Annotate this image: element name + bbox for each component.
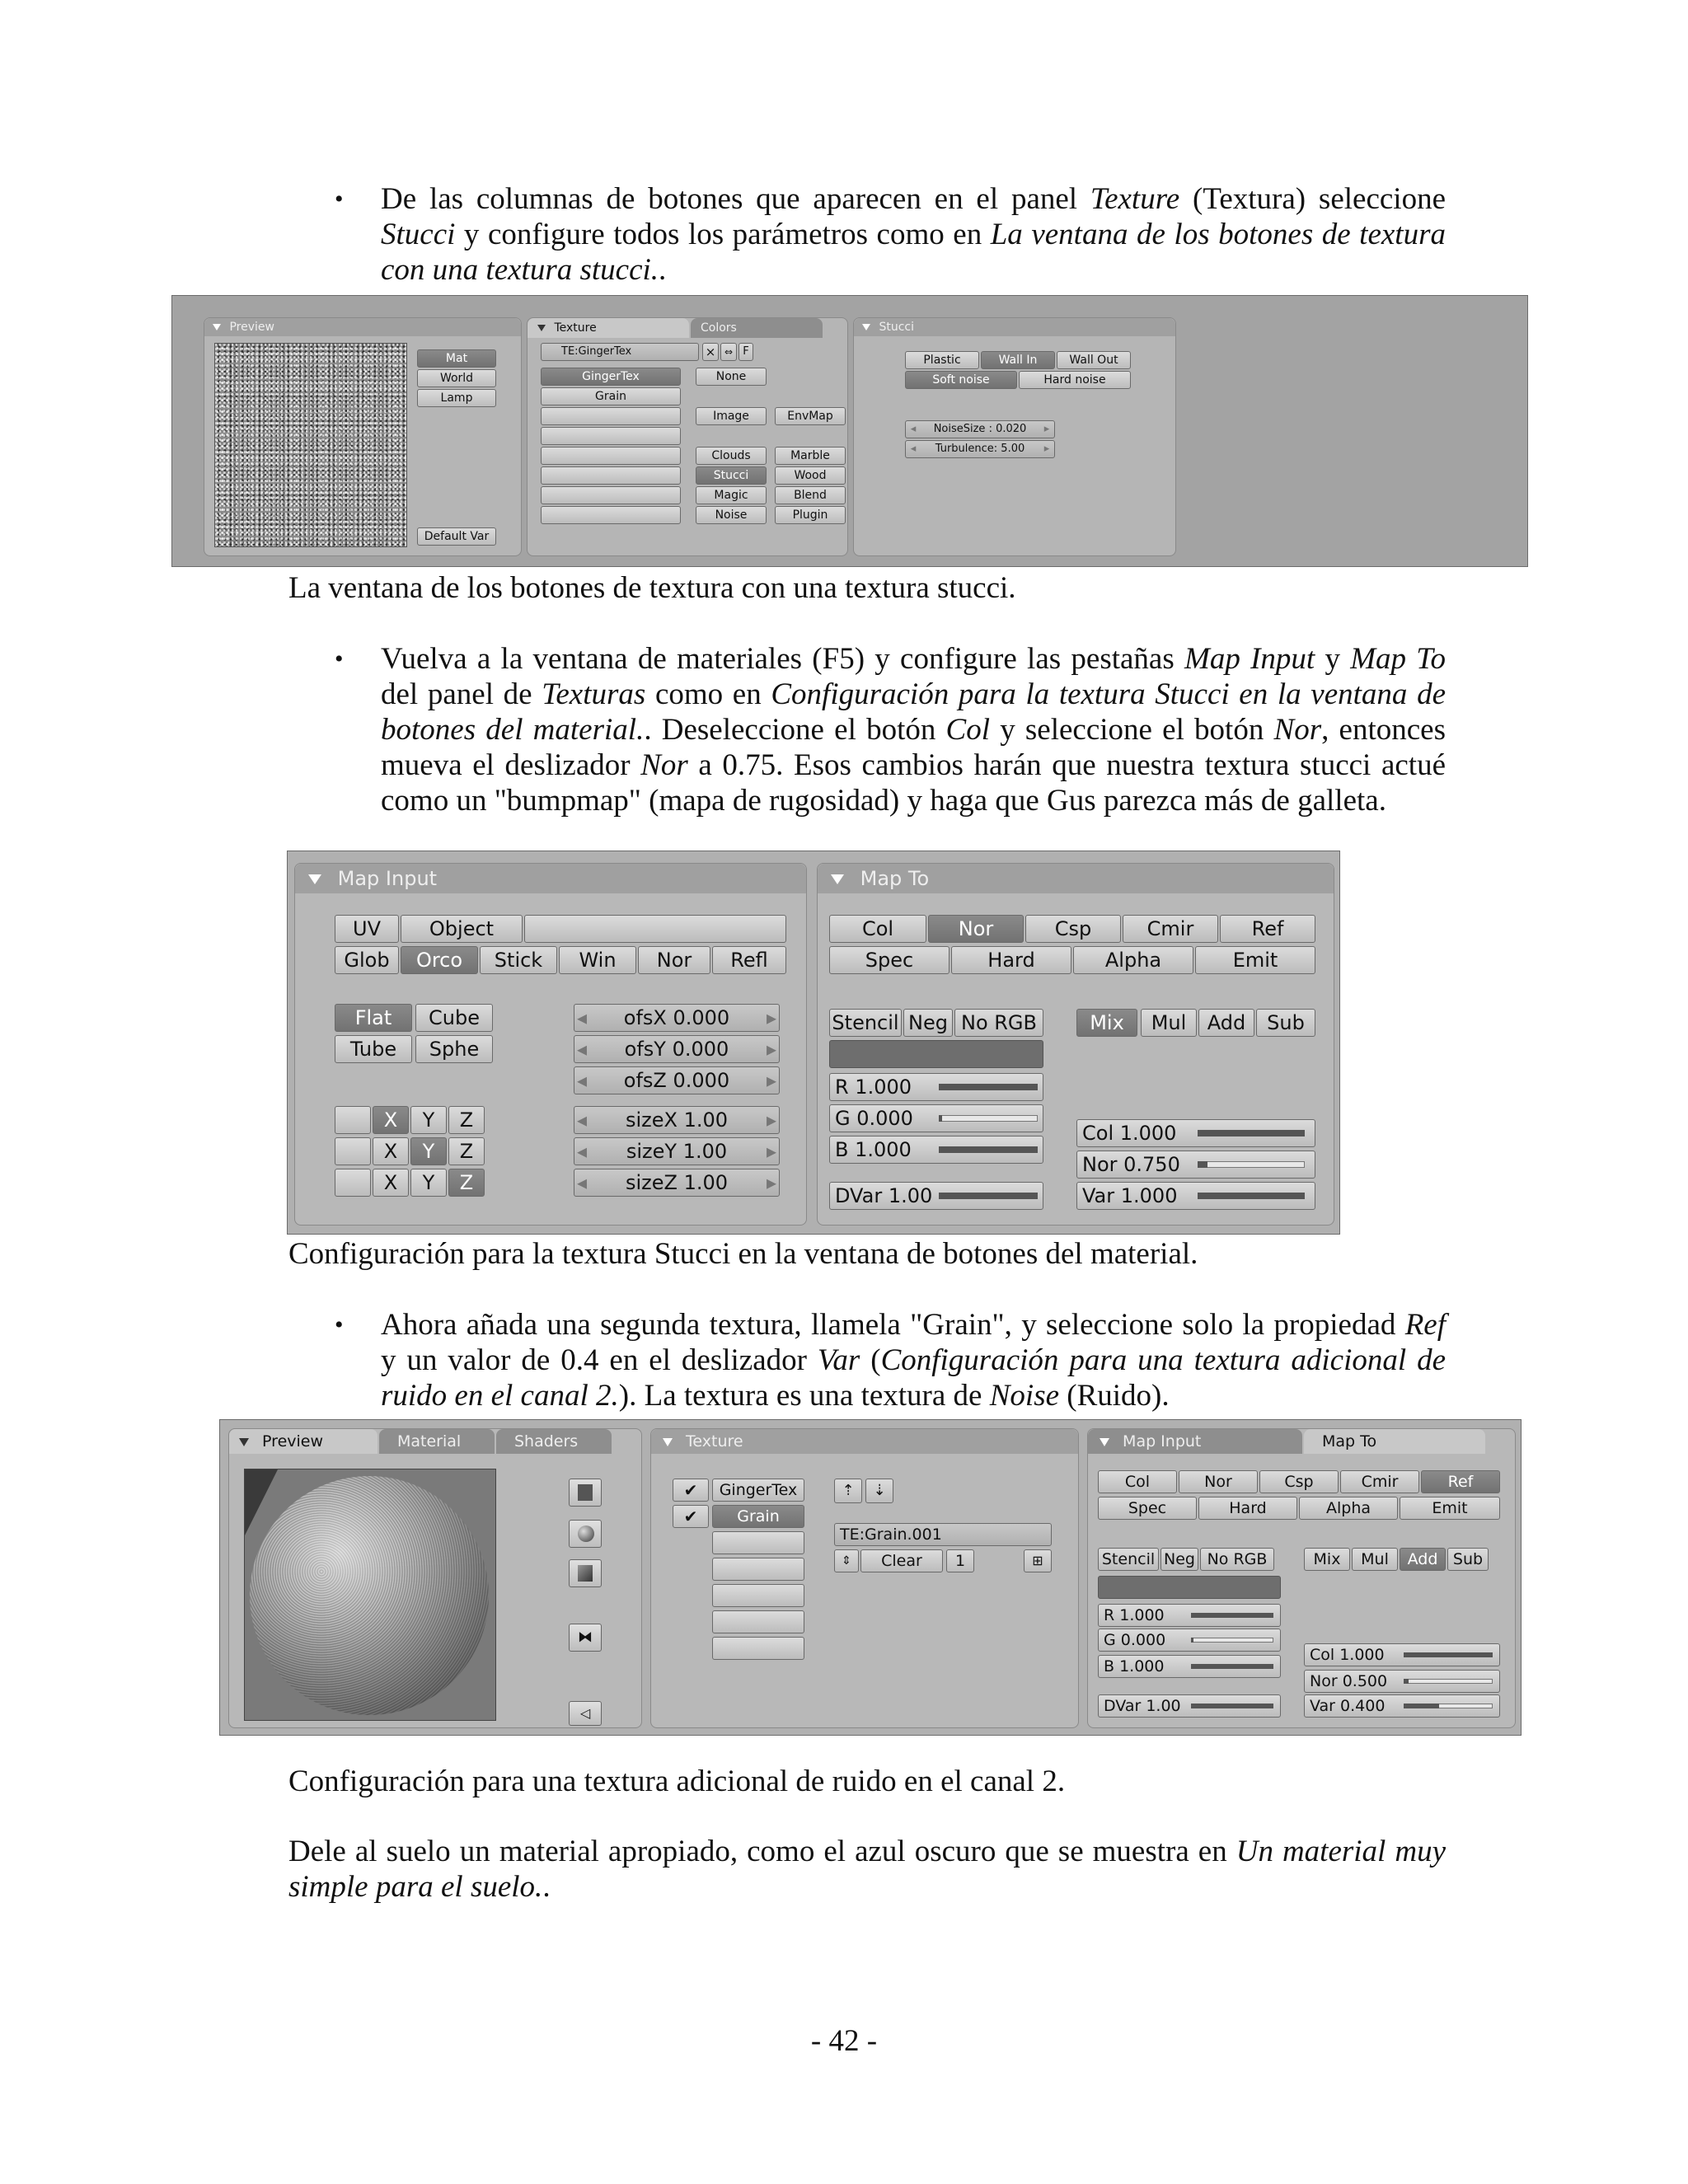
material-preview-image bbox=[244, 1469, 496, 1721]
decrement-arrow-icon[interactable]: ◂ bbox=[576, 1069, 588, 1092]
type-blend-button[interactable]: Blend bbox=[775, 486, 846, 504]
wall-in-button[interactable]: Wall In bbox=[981, 351, 1055, 369]
no-rgb-button[interactable]: No RGB bbox=[1200, 1548, 1274, 1571]
text: y seleccione el botón bbox=[990, 713, 1274, 747]
text: Ahora añada una segunda textura, llamela "Grain", y seleccione solo la propiedad bbox=[381, 1308, 1405, 1342]
channel-slot[interactable] bbox=[541, 506, 681, 524]
neg-button[interactable]: Neg bbox=[903, 1009, 953, 1037]
slider-label: R 1.000 bbox=[835, 1076, 912, 1099]
channel-slot[interactable] bbox=[712, 1637, 804, 1660]
collapse-triangle-icon[interactable] bbox=[663, 1438, 673, 1446]
text: . bbox=[659, 253, 667, 287]
type-marble-button[interactable]: Marble bbox=[775, 447, 846, 465]
stencil-button[interactable]: Stencil bbox=[1098, 1548, 1159, 1571]
win-button[interactable]: Win bbox=[559, 946, 636, 974]
field-label: sizeZ 1.00 bbox=[625, 1171, 729, 1194]
italic-text: Var bbox=[817, 1343, 860, 1377]
object-button[interactable]: Object bbox=[401, 915, 523, 943]
add-button[interactable]: Add bbox=[1400, 1548, 1446, 1571]
browse-icon[interactable]: ⇕ bbox=[834, 1549, 859, 1572]
text: (Textura) seleccione bbox=[1179, 182, 1446, 216]
sub-button[interactable]: Sub bbox=[1256, 1009, 1315, 1037]
italic-text: Configuración para la textura Stucci en la ventana de botones del material. bbox=[381, 677, 1446, 747]
hard-button[interactable]: Hard bbox=[1198, 1497, 1297, 1520]
slider-label: G 0.000 bbox=[1104, 1631, 1166, 1649]
slider-track bbox=[1198, 1161, 1305, 1168]
axis-z-button[interactable]: Z bbox=[448, 1137, 485, 1165]
slider-track bbox=[1191, 1638, 1273, 1643]
panel-header[interactable] bbox=[204, 318, 521, 336]
increment-arrow-icon[interactable]: ▸ bbox=[766, 1108, 777, 1132]
axis-none-button[interactable] bbox=[335, 1137, 371, 1165]
increment-arrow-icon[interactable]: ▸ bbox=[1043, 423, 1050, 435]
text: y un valor de 0.4 en el deslizador bbox=[381, 1343, 818, 1377]
caption-2: Configuración para la textura Stucci en la ventana de botones del material. bbox=[288, 1237, 1198, 1271]
field-label: sizeX 1.00 bbox=[625, 1108, 729, 1132]
slider-fill bbox=[939, 1084, 1038, 1090]
col-button[interactable]: Col bbox=[1098, 1470, 1177, 1493]
noise-size-field[interactable] bbox=[905, 420, 1055, 438]
mix-button[interactable]: Mix bbox=[1304, 1548, 1350, 1571]
color-swatch[interactable] bbox=[829, 1040, 1043, 1068]
cube-button[interactable]: Cube bbox=[415, 1004, 493, 1032]
text: . bbox=[542, 1870, 551, 1904]
increment-arrow-icon[interactable]: ▸ bbox=[766, 1171, 777, 1194]
channel-slot[interactable] bbox=[712, 1584, 804, 1607]
field-label: ofsX 0.000 bbox=[623, 1006, 730, 1029]
background-preview-icon[interactable]: ⧓ bbox=[569, 1624, 602, 1652]
bullet-paragraph-3 bbox=[335, 1307, 1446, 1413]
axis-none-button[interactable] bbox=[335, 1106, 371, 1134]
decrement-arrow-icon[interactable]: ◂ bbox=[910, 443, 917, 455]
size-x-field[interactable] bbox=[574, 1106, 780, 1134]
decrement-arrow-icon[interactable]: ◂ bbox=[576, 1108, 588, 1132]
copy-up-icon[interactable]: ⇡ bbox=[834, 1479, 862, 1503]
unlink-x-icon[interactable]: × bbox=[702, 343, 719, 361]
ofs-y-field[interactable] bbox=[574, 1035, 780, 1063]
channel-slot[interactable]: Grain bbox=[712, 1505, 804, 1528]
axis-x-button[interactable]: X bbox=[373, 1137, 409, 1165]
dvar-slider[interactable] bbox=[829, 1182, 1043, 1210]
italic-text: Ref bbox=[1404, 1308, 1446, 1342]
panel-title: Preview bbox=[229, 321, 274, 334]
bullet-dot: • bbox=[335, 1311, 344, 1338]
decrement-arrow-icon[interactable]: ◂ bbox=[576, 1171, 588, 1194]
field-label: ofsY 0.000 bbox=[624, 1038, 729, 1061]
sphe-button[interactable]: Sphe bbox=[415, 1035, 493, 1063]
paste-down-icon[interactable]: ⇣ bbox=[865, 1479, 893, 1503]
nor-button[interactable]: Nor bbox=[928, 915, 1024, 943]
size-y-field[interactable] bbox=[574, 1137, 780, 1165]
slider-label: Nor 0.500 bbox=[1310, 1672, 1388, 1690]
panel-header[interactable] bbox=[854, 318, 1175, 336]
size-z-field[interactable] bbox=[574, 1169, 780, 1197]
type-magic-button[interactable]: Magic bbox=[696, 486, 767, 504]
col-slider[interactable] bbox=[1076, 1119, 1315, 1147]
channel-checkbox[interactable]: ✔ bbox=[673, 1505, 709, 1528]
bullet-paragraph-2 bbox=[335, 641, 1446, 818]
channel-slot[interactable]: Grain bbox=[541, 387, 681, 405]
increment-arrow-icon[interactable]: ▸ bbox=[766, 1038, 777, 1061]
type-none-button[interactable]: None bbox=[696, 368, 767, 386]
hard-noise-button[interactable]: Hard noise bbox=[1019, 371, 1131, 389]
decrement-arrow-icon[interactable]: ◂ bbox=[910, 423, 917, 435]
texture-name-field[interactable]: TE:Grain.001 bbox=[834, 1523, 1052, 1546]
world-button[interactable]: World bbox=[417, 369, 496, 387]
text: como en bbox=[645, 677, 771, 711]
sphere-preview-icon[interactable] bbox=[569, 1520, 602, 1548]
var-slider[interactable] bbox=[1076, 1182, 1315, 1210]
default-var-button[interactable]: Default Var bbox=[417, 527, 496, 546]
slider-label: DVar 1.00 bbox=[835, 1184, 933, 1207]
mat-button[interactable]: Mat bbox=[417, 349, 496, 368]
italic-text: Texture bbox=[1090, 182, 1180, 216]
map-to-panel bbox=[1087, 1428, 1516, 1728]
slider-fill bbox=[939, 1193, 1038, 1199]
axis-z-button[interactable]: Z bbox=[448, 1106, 485, 1134]
slider-label: G 0.000 bbox=[835, 1107, 913, 1130]
type-stucci-button[interactable]: Stucci bbox=[696, 466, 767, 485]
collapse-triangle-icon[interactable] bbox=[831, 874, 844, 884]
glob-button[interactable]: Glob bbox=[335, 946, 399, 974]
axis-y-button[interactable]: Y bbox=[410, 1106, 447, 1134]
text: y configure todos los parámetros como en bbox=[455, 218, 991, 251]
nor-slider[interactable] bbox=[1304, 1670, 1500, 1693]
text: Vuelva a la ventana de materiales (F5) y configure las pestañas bbox=[381, 642, 1185, 676]
panel-title: Map To bbox=[860, 867, 930, 890]
type-noise-button[interactable]: Noise bbox=[696, 506, 767, 524]
field-label: Turbulence: 5.00 bbox=[935, 443, 1025, 455]
italic-text: Texturas bbox=[542, 677, 646, 711]
channel-slot[interactable]: GingerTex bbox=[712, 1479, 804, 1502]
mul-button[interactable]: Mul bbox=[1141, 1009, 1197, 1037]
add-button[interactable]: Add bbox=[1198, 1009, 1254, 1037]
browse-icon[interactable]: ⇔ bbox=[720, 343, 737, 361]
slider-fill bbox=[1404, 1704, 1439, 1708]
nor-button[interactable]: Nor bbox=[638, 946, 710, 974]
hard-button[interactable]: Hard bbox=[951, 946, 1071, 974]
uv-button[interactable]: UV bbox=[335, 915, 399, 943]
type-envmap-button[interactable]: EnvMap bbox=[775, 407, 846, 425]
field-label: NoiseSize : 0.020 bbox=[933, 423, 1027, 435]
caption-3: Configuración para una textura adicional de ruido en el canal 2. bbox=[288, 1765, 1066, 1798]
axis-x-button[interactable]: X bbox=[373, 1106, 409, 1134]
slider-label: Nor 0.750 bbox=[1082, 1153, 1180, 1176]
orco-button[interactable]: Orco bbox=[401, 946, 478, 974]
text: ). La textura es una textura de bbox=[618, 1379, 990, 1413]
increment-arrow-icon[interactable]: ▸ bbox=[1043, 443, 1050, 455]
panel-title: Map Input bbox=[337, 867, 438, 890]
tab-label: Texture bbox=[554, 321, 597, 335]
channel-slot[interactable] bbox=[712, 1610, 804, 1633]
slider-label: B 1.000 bbox=[835, 1138, 912, 1161]
tab-preview[interactable] bbox=[229, 1429, 377, 1454]
slider-fill bbox=[1198, 1193, 1305, 1199]
tab-label: Map Input bbox=[1123, 1432, 1202, 1451]
texture-buttons-screenshot bbox=[171, 295, 1528, 567]
alpha-button[interactable]: Alpha bbox=[1073, 946, 1193, 974]
collapse-triangle-icon[interactable] bbox=[862, 324, 870, 330]
tab-colors[interactable]: Colors bbox=[691, 318, 823, 338]
slider-fill bbox=[1191, 1638, 1193, 1643]
col-button[interactable]: Col bbox=[829, 915, 926, 943]
tab-shaders[interactable]: Shaders bbox=[496, 1429, 612, 1454]
nor-slider[interactable] bbox=[1076, 1151, 1315, 1179]
g-slider[interactable] bbox=[1098, 1629, 1281, 1652]
slider-fill bbox=[1191, 1613, 1273, 1618]
render-preview-icon[interactable]: ◁ bbox=[569, 1701, 602, 1726]
italic-text: Un material muy simple para el suelo. bbox=[288, 1835, 1446, 1904]
texture-preview-image bbox=[214, 343, 407, 547]
slider-fill bbox=[939, 1146, 1038, 1153]
nor-button[interactable]: Nor bbox=[1179, 1470, 1258, 1493]
increment-arrow-icon[interactable]: ▸ bbox=[766, 1140, 777, 1163]
italic-text: Nor bbox=[640, 748, 688, 782]
cmir-button[interactable]: Cmir bbox=[1123, 915, 1218, 943]
tab-texture[interactable] bbox=[528, 318, 689, 338]
panel-header[interactable] bbox=[818, 864, 1334, 893]
map-settings-screenshot bbox=[287, 851, 1340, 1235]
map-input-panel bbox=[294, 863, 807, 1226]
texture-panel bbox=[527, 317, 848, 556]
second-texture-screenshot bbox=[219, 1419, 1522, 1736]
italic-text: Noise bbox=[989, 1379, 1060, 1413]
csp-button[interactable]: Csp bbox=[1025, 915, 1121, 943]
csp-button[interactable]: Csp bbox=[1259, 1470, 1339, 1493]
slider-track bbox=[939, 1115, 1038, 1122]
increment-arrow-icon[interactable]: ▸ bbox=[766, 1006, 777, 1029]
type-clouds-button[interactable]: Clouds bbox=[696, 447, 767, 465]
channel-slot[interactable] bbox=[541, 447, 681, 465]
panel-title: Texture bbox=[686, 1432, 743, 1451]
slider-label: R 1.000 bbox=[1104, 1606, 1165, 1624]
italic-text: Stucci bbox=[381, 218, 456, 251]
collapse-triangle-icon[interactable] bbox=[308, 874, 321, 884]
tube-button[interactable]: Tube bbox=[335, 1035, 412, 1063]
alpha-button[interactable]: Alpha bbox=[1299, 1497, 1398, 1520]
tab-map-to[interactable]: Map To bbox=[1304, 1429, 1485, 1454]
text: , entonces mueva el deslizador bbox=[381, 713, 1446, 782]
wall-out-button[interactable]: Wall Out bbox=[1057, 351, 1131, 369]
type-wood-button[interactable]: Wood bbox=[775, 466, 846, 485]
plastic-button[interactable]: Plastic bbox=[905, 351, 979, 369]
no-rgb-button[interactable]: No RGB bbox=[954, 1009, 1043, 1037]
auto-name-icon[interactable]: ⊞ bbox=[1024, 1549, 1052, 1572]
fake-user-button[interactable]: F bbox=[738, 343, 753, 361]
slider-fill bbox=[1404, 1679, 1409, 1684]
axis-none-button[interactable] bbox=[335, 1169, 371, 1197]
panel-header[interactable] bbox=[295, 864, 806, 893]
sub-button[interactable]: Sub bbox=[1447, 1548, 1489, 1571]
text: ( bbox=[860, 1343, 881, 1377]
text: De las columnas de botones que aparecen en el panel bbox=[381, 182, 1090, 216]
channel-slot[interactable] bbox=[712, 1531, 804, 1554]
channel-slot[interactable] bbox=[541, 466, 681, 485]
slider-label: Var 0.400 bbox=[1310, 1697, 1386, 1715]
decrement-arrow-icon[interactable]: ◂ bbox=[576, 1140, 588, 1163]
italic-text: Map To bbox=[1350, 642, 1446, 676]
var-slider[interactable] bbox=[1304, 1694, 1500, 1718]
text: (Ruido). bbox=[1059, 1379, 1170, 1413]
text: Dele al suelo un material apropiado, como el azul oscuro que se muestra en bbox=[288, 1835, 1236, 1868]
text: del panel de bbox=[381, 677, 542, 711]
panel-title: Stucci bbox=[879, 321, 914, 334]
italic-text: La ventana de los botones de textura con una textura stucci. bbox=[381, 218, 1446, 287]
channel-slot[interactable]: GingerTex bbox=[541, 368, 681, 386]
map-to-panel bbox=[817, 863, 1334, 1226]
text: a 0.75. Esos cambios harán que nuestra textura stucci actué como un "bumpmap" (mapa de rugosidad) y haga que Gus parezca más de galleta. bbox=[381, 748, 1446, 818]
collapse-triangle-icon[interactable] bbox=[213, 324, 221, 330]
axis-y-button[interactable]: Y bbox=[410, 1169, 447, 1197]
axis-y-button[interactable]: Y bbox=[410, 1137, 447, 1165]
page-number: - 42 - bbox=[810, 2024, 878, 2058]
channel-slot[interactable] bbox=[541, 407, 681, 425]
r-slider[interactable] bbox=[1098, 1604, 1281, 1627]
ofs-z-field[interactable] bbox=[574, 1066, 780, 1094]
spec-button[interactable]: Spec bbox=[1098, 1497, 1197, 1520]
bullet-dot: • bbox=[335, 185, 344, 213]
mix-button[interactable]: Mix bbox=[1076, 1009, 1137, 1037]
flat-preview-icon[interactable] bbox=[569, 1479, 602, 1507]
b-slider[interactable] bbox=[1098, 1655, 1281, 1678]
slider-label: B 1.000 bbox=[1104, 1657, 1165, 1675]
bullet-paragraph-1 bbox=[335, 181, 1446, 288]
collapse-triangle-icon[interactable] bbox=[1100, 1438, 1109, 1446]
cmir-button[interactable]: Cmir bbox=[1340, 1470, 1419, 1493]
final-paragraph bbox=[288, 1834, 1446, 1905]
clear-button[interactable]: Clear bbox=[860, 1549, 943, 1572]
field-label: ofsZ 0.000 bbox=[623, 1069, 730, 1092]
b-slider[interactable] bbox=[829, 1136, 1043, 1164]
slider-fill bbox=[1198, 1130, 1305, 1137]
type-image-button[interactable]: Image bbox=[696, 407, 767, 425]
decrement-arrow-icon[interactable]: ◂ bbox=[576, 1006, 588, 1029]
stucci-panel bbox=[853, 317, 1176, 556]
stencil-button[interactable]: Stencil bbox=[829, 1009, 902, 1037]
r-slider[interactable] bbox=[829, 1073, 1043, 1101]
slider-fill bbox=[1191, 1664, 1273, 1669]
decrement-arrow-icon[interactable]: ◂ bbox=[576, 1038, 588, 1061]
slider-label: Col 1.000 bbox=[1310, 1646, 1385, 1664]
g-slider[interactable] bbox=[829, 1104, 1043, 1132]
panel-header[interactable] bbox=[651, 1429, 1078, 1454]
slider-fill bbox=[1191, 1704, 1273, 1708]
channel-checkbox[interactable]: ✔ bbox=[673, 1479, 709, 1502]
axis-z-button[interactable]: Z bbox=[448, 1169, 485, 1197]
axis-x-button[interactable]: X bbox=[373, 1169, 409, 1197]
collapse-triangle-icon[interactable] bbox=[239, 1438, 249, 1446]
texture-name-field[interactable]: TE:GingerTex bbox=[541, 343, 699, 361]
collapse-triangle-icon[interactable] bbox=[537, 325, 546, 331]
text: . Deseleccione el botón bbox=[644, 713, 946, 747]
col-slider[interactable] bbox=[1304, 1643, 1500, 1666]
bullet-dot: • bbox=[335, 645, 344, 673]
turbulence-field[interactable] bbox=[905, 440, 1055, 458]
ofs-x-field[interactable] bbox=[574, 1004, 780, 1032]
slider-label: DVar 1.00 bbox=[1104, 1697, 1181, 1715]
lamp-button[interactable]: Lamp bbox=[417, 389, 496, 407]
preview-material-panel bbox=[228, 1428, 642, 1728]
color-swatch[interactable] bbox=[1098, 1576, 1281, 1599]
tab-material[interactable]: Material bbox=[379, 1429, 495, 1454]
slider-track bbox=[1404, 1679, 1493, 1684]
slider-label: Var 1.000 bbox=[1082, 1184, 1178, 1207]
spec-button[interactable]: Spec bbox=[829, 946, 950, 974]
type-plugin-button[interactable]: Plugin bbox=[775, 506, 846, 524]
tab-label: Preview bbox=[262, 1432, 324, 1451]
field-label: sizeY 1.00 bbox=[626, 1140, 728, 1163]
refl-button[interactable]: Refl bbox=[712, 946, 786, 974]
preview-panel bbox=[204, 317, 522, 556]
slider-fill bbox=[1198, 1161, 1207, 1168]
italic-text: Map Input bbox=[1184, 642, 1315, 676]
italic-text: Configuración para una textura adicional de ruido en el canal 2. bbox=[381, 1343, 1446, 1413]
channel-slot[interactable] bbox=[712, 1558, 804, 1581]
object-name-field[interactable] bbox=[524, 915, 786, 943]
emit-button[interactable]: Emit bbox=[1195, 946, 1315, 974]
users-count[interactable]: 1 bbox=[946, 1549, 974, 1572]
cube-preview-icon[interactable] bbox=[569, 1559, 602, 1587]
tab-map-input[interactable] bbox=[1088, 1429, 1302, 1454]
mul-button[interactable]: Mul bbox=[1352, 1548, 1398, 1571]
stick-button[interactable]: Stick bbox=[480, 946, 557, 974]
sphere-preview bbox=[250, 1476, 489, 1715]
texture-channels-panel bbox=[650, 1428, 1079, 1728]
ref-button[interactable]: Ref bbox=[1220, 915, 1315, 943]
neg-button[interactable]: Neg bbox=[1160, 1548, 1198, 1571]
channel-slot[interactable] bbox=[541, 486, 681, 504]
slider-label: Col 1.000 bbox=[1082, 1122, 1177, 1145]
emit-button[interactable]: Emit bbox=[1400, 1497, 1500, 1520]
soft-noise-button[interactable]: Soft noise bbox=[905, 371, 1017, 389]
text: y bbox=[1315, 642, 1351, 676]
caption-1: La ventana de los botones de textura con una textura stucci. bbox=[288, 571, 1016, 605]
channel-slot[interactable] bbox=[541, 427, 681, 445]
increment-arrow-icon[interactable]: ▸ bbox=[766, 1069, 777, 1092]
slider-fill bbox=[1404, 1652, 1493, 1657]
flat-button[interactable]: Flat bbox=[335, 1004, 412, 1032]
ref-button[interactable]: Ref bbox=[1421, 1470, 1500, 1493]
dvar-slider[interactable] bbox=[1098, 1694, 1281, 1718]
slider-fill bbox=[939, 1115, 942, 1122]
italic-text: Col bbox=[945, 713, 991, 747]
italic-text: Nor bbox=[1273, 713, 1322, 747]
